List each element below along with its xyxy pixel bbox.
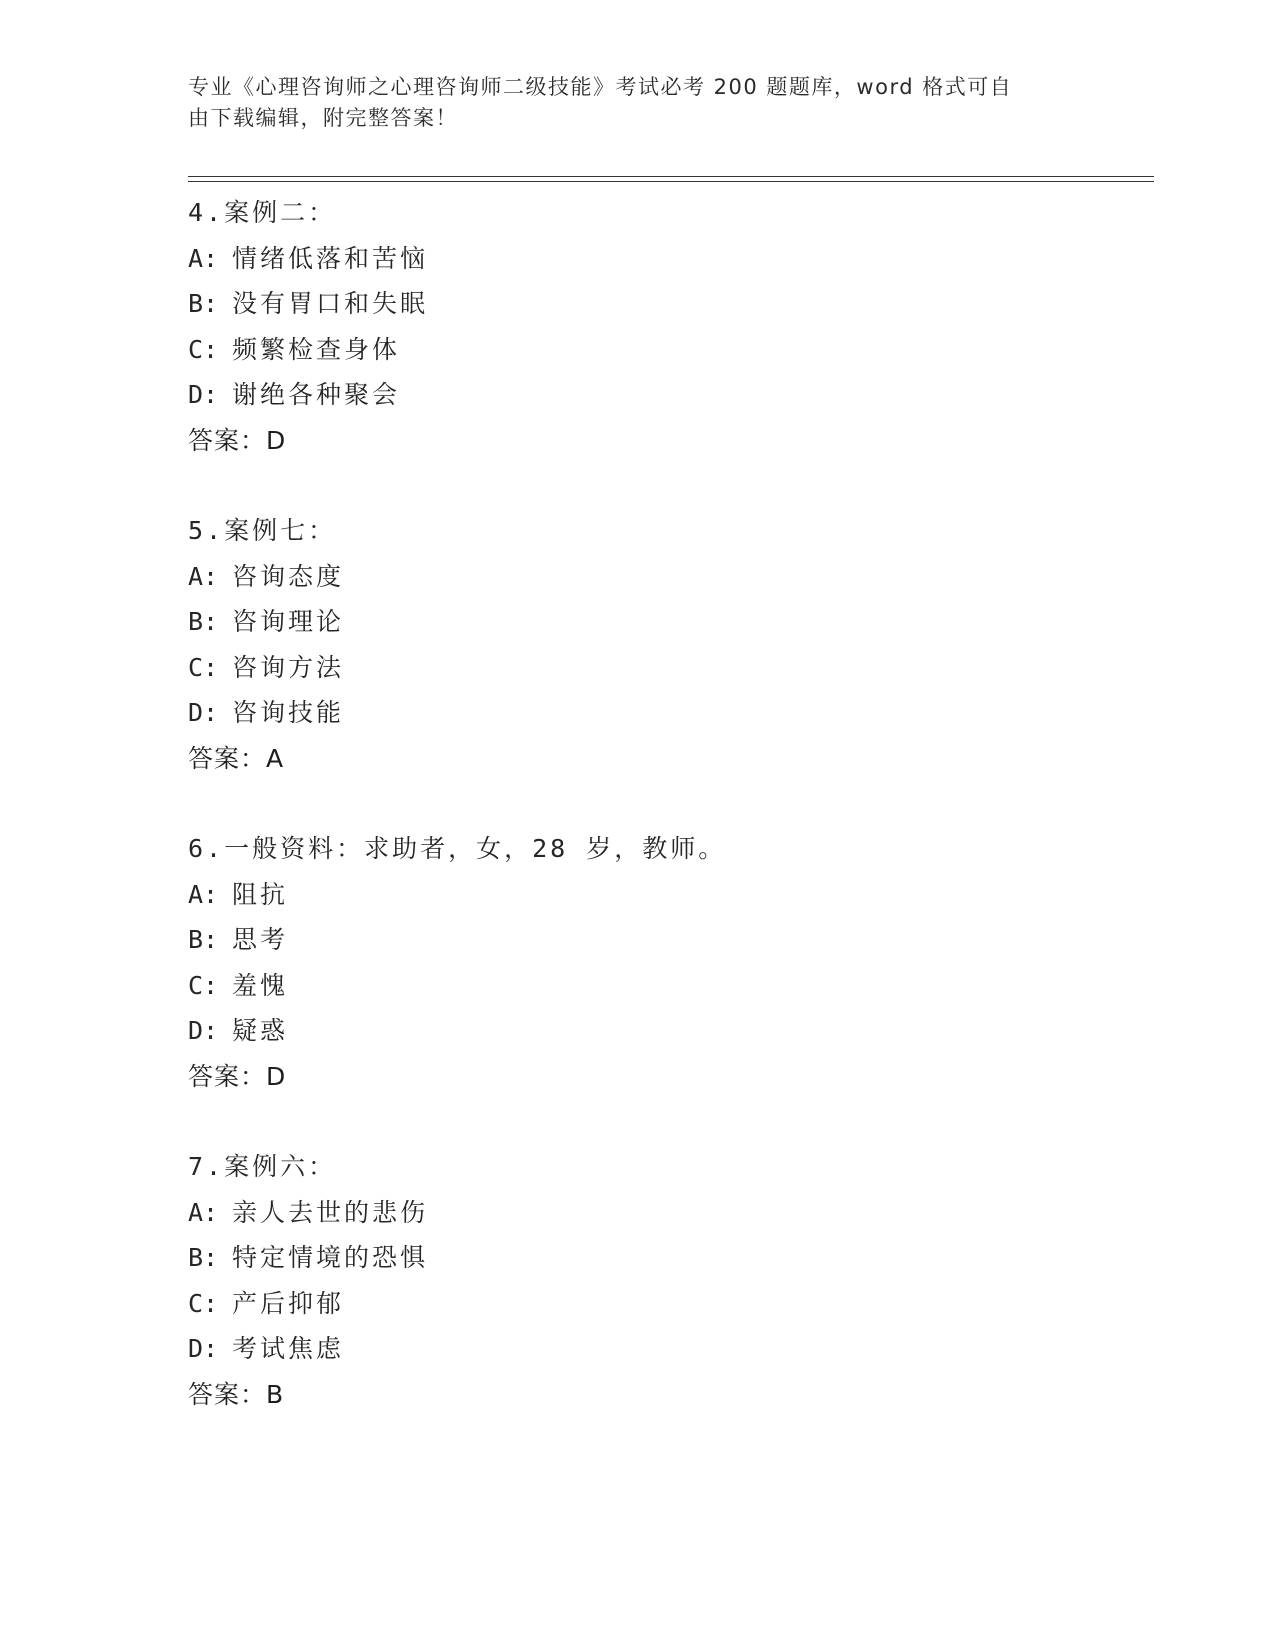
option-text: 咨询态度 bbox=[232, 561, 345, 591]
option-text: 咨询技能 bbox=[232, 698, 345, 728]
question-stem: 4.案例二： bbox=[188, 198, 337, 227]
question-6 bbox=[188, 826, 1148, 1144]
option-a bbox=[188, 1190, 1148, 1236]
option-text: 羞愧 bbox=[232, 970, 289, 1000]
header-rule-top bbox=[188, 176, 1154, 177]
header-rule-bottom bbox=[188, 181, 1154, 182]
question-list bbox=[188, 190, 1148, 1462]
question-7 bbox=[188, 1144, 1148, 1462]
option-text: 没有胃口和失眠 bbox=[232, 289, 429, 319]
option-key: A: bbox=[188, 1197, 219, 1227]
option-c bbox=[188, 327, 1148, 373]
option-text: 疑惑 bbox=[232, 1016, 289, 1046]
option-key: B: bbox=[188, 289, 219, 319]
option-key: B: bbox=[188, 925, 219, 955]
option-key: A: bbox=[188, 561, 219, 591]
answer: 答案：D bbox=[188, 1061, 287, 1091]
option-c bbox=[188, 1281, 1148, 1327]
option-b bbox=[188, 599, 1148, 645]
answer: 答案：B bbox=[188, 1379, 285, 1409]
option-text: 咨询理论 bbox=[232, 607, 345, 637]
header-line-1: 专业《心理咨询师之心理咨询师二级技能》考试必考 200 题题库，word 格式可自 bbox=[188, 75, 1013, 99]
question-4 bbox=[188, 190, 1148, 508]
option-text: 情绪低落和苦恼 bbox=[232, 243, 429, 273]
option-key: C: bbox=[188, 970, 219, 1000]
option-text: 咨询方法 bbox=[232, 652, 345, 682]
option-key: A: bbox=[188, 879, 219, 909]
option-a bbox=[188, 872, 1148, 918]
option-a bbox=[188, 554, 1148, 600]
header-line-2: 由下载编辑，附完整答案！ bbox=[188, 106, 458, 130]
question-stem: 5.案例七： bbox=[188, 516, 337, 545]
option-a bbox=[188, 236, 1148, 282]
option-text: 亲人去世的悲伤 bbox=[232, 1197, 429, 1227]
option-key: D: bbox=[188, 380, 219, 410]
option-key: D: bbox=[188, 1334, 219, 1364]
option-key: A: bbox=[188, 243, 219, 273]
option-key: B: bbox=[188, 1243, 219, 1273]
option-text: 频繁检查身体 bbox=[232, 334, 401, 364]
question-stem: 7.案例六： bbox=[188, 1152, 337, 1181]
option-text: 特定情境的恐惧 bbox=[232, 1243, 429, 1273]
option-d bbox=[188, 1326, 1148, 1372]
option-key: C: bbox=[188, 334, 219, 364]
answer: 答案：A bbox=[188, 743, 285, 773]
option-text: 产后抑郁 bbox=[232, 1288, 345, 1318]
option-text: 阻抗 bbox=[232, 879, 289, 909]
option-key: D: bbox=[188, 698, 219, 728]
option-b bbox=[188, 281, 1148, 327]
option-d bbox=[188, 1008, 1148, 1054]
option-text: 谢绝各种聚会 bbox=[232, 380, 401, 410]
option-key: D: bbox=[188, 1016, 219, 1046]
document-header bbox=[188, 72, 1068, 134]
option-b bbox=[188, 917, 1148, 963]
question-stem: 6.一般资料：求助者，女，28 岁，教师。 bbox=[188, 834, 727, 863]
option-text: 思考 bbox=[232, 925, 289, 955]
option-key: C: bbox=[188, 652, 219, 682]
question-5 bbox=[188, 508, 1148, 826]
option-d bbox=[188, 372, 1148, 418]
option-c bbox=[188, 963, 1148, 1009]
answer: 答案：D bbox=[188, 425, 287, 455]
option-c bbox=[188, 645, 1148, 691]
option-d bbox=[188, 690, 1148, 736]
option-key: B: bbox=[188, 607, 219, 637]
option-key: C: bbox=[188, 1288, 219, 1318]
option-b bbox=[188, 1235, 1148, 1281]
option-text: 考试焦虑 bbox=[232, 1334, 345, 1364]
